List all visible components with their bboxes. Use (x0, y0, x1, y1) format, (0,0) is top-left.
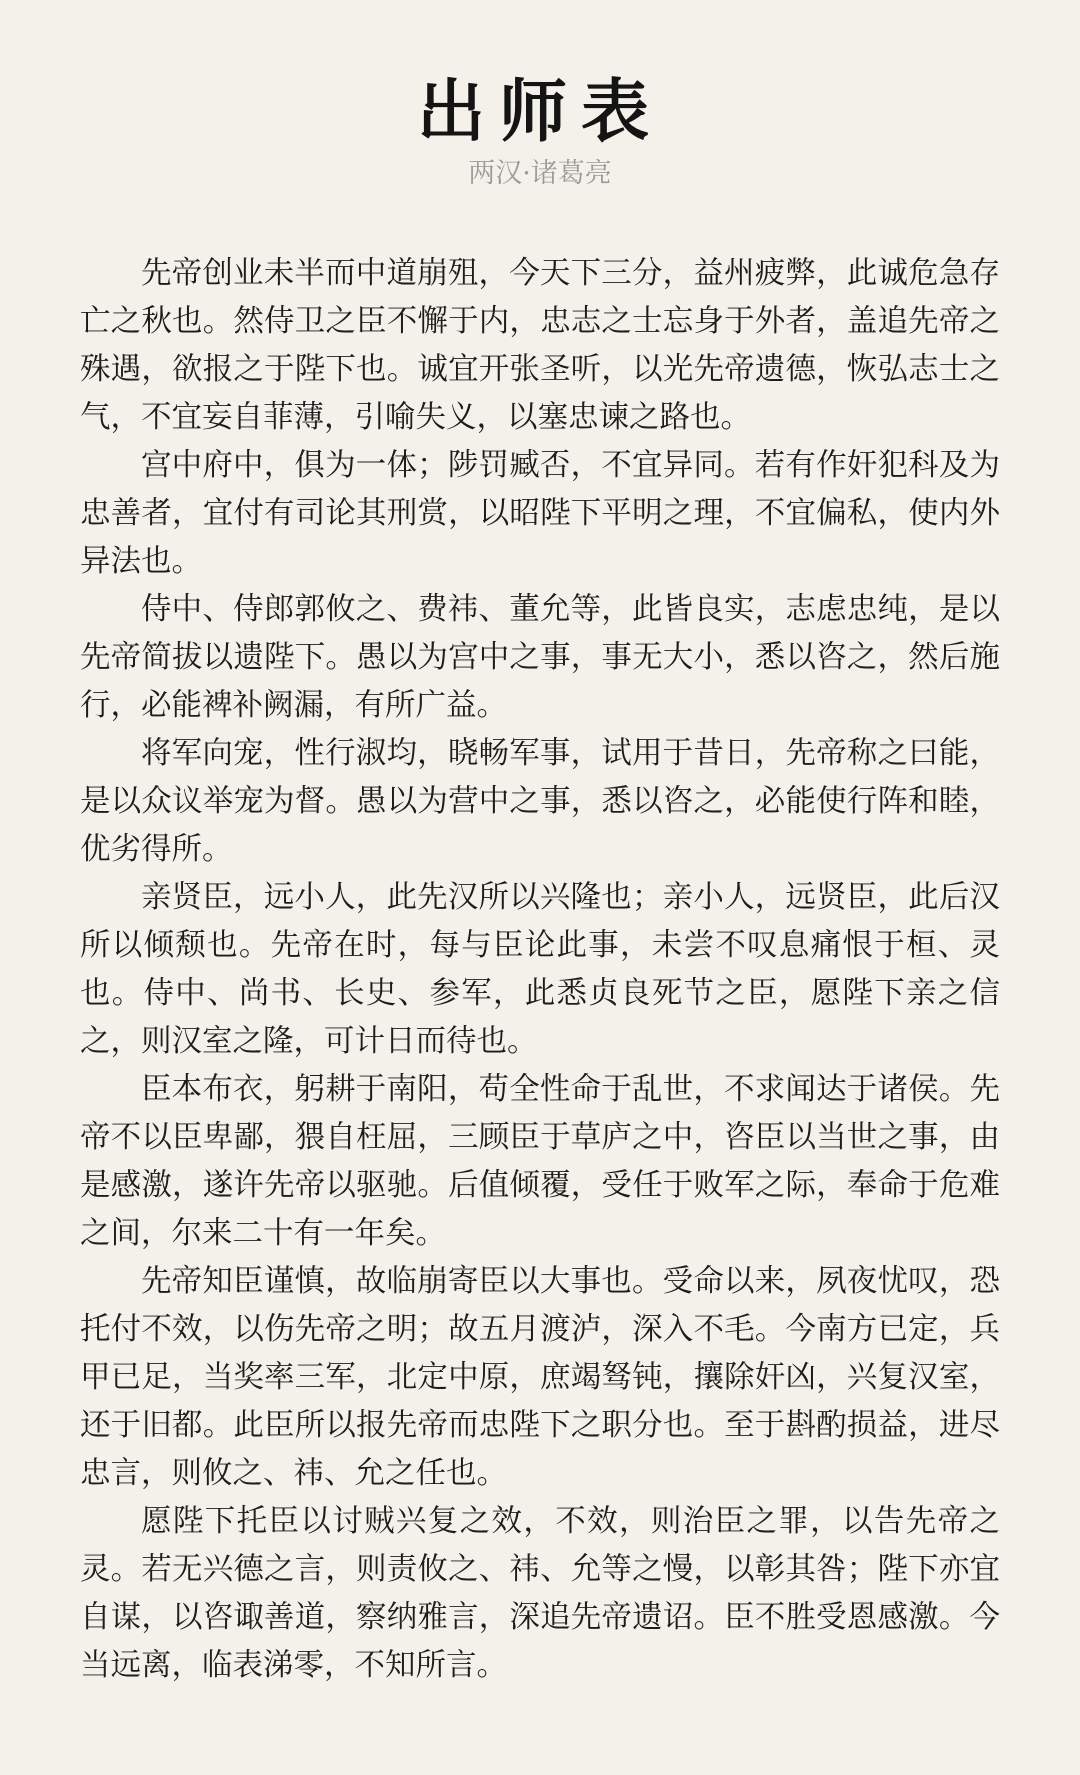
paragraph-3: 侍中、侍郎郭攸之、费祎、董允等，此皆良实，志虑忠纯，是以先帝简拔以遗陛下。愚以为宫中之事，事无大小，悉以咨之，然后施行，必能裨补阙漏，有所广益。 (80, 592, 1000, 723)
paragraph-1: 先帝创业未半而中道崩殂，今天下三分，益州疲弊，此诚危急存亡之秋也。然侍卫之臣不懈于内，忠志之士忘身于外者，盖追先帝之殊遇，欲报之于陛下也。诚宜开张圣听，以光先帝遗德，恢弘志士之气，不宜妄自菲薄，引喻失义，以塞忠谏之路也。 (80, 256, 1000, 435)
paragraph-8: 愿陛下托臣以讨贼兴复之效，不效，则治臣之罪，以告先帝之灵。若无兴德之言，则责攸之、祎、允等之慢，以彰其咎；陛下亦宜自谋，以咨诹善道，察纳雅言，深追先帝遗诏。臣不胜受恩感激。今当远离，临表涕零，不知所言。 (80, 1504, 1000, 1683)
paragraph-6: 臣本布衣，躬耕于南阳，苟全性命于乱世，不求闻达于诸侯。先帝不以臣卑鄙，猥自枉屈，三顾臣于草庐之中，咨臣以当世之事，由是感激，遂许先帝以驱驰。后值倾覆，受任于败军之际，奉命于危难之间，尔来二十有一年矣。 (80, 1072, 1000, 1251)
paragraph-5: 亲贤臣，远小人，此先汉所以兴隆也；亲小人，远贤臣，此后汉所以倾颓也。先帝在时，每与臣论此事，未尝不叹息痛恨于桓、灵也。侍中、尚书、长史、参军，此悉贞良死节之臣，愿陛下亲之信之，则汉室之隆，可计日而待也。 (80, 880, 1000, 1059)
document-author: 两汉·诸葛亮 (468, 158, 612, 189)
paragraph-7: 先帝知臣谨慎，故临崩寄臣以大事也。受命以来，夙夜忧叹，恐托付不效，以伤先帝之明；故五月渡泸，深入不毛。今南方已定，兵甲已足，当奖率三军，北定中原，庶竭驽钝，攘除奸凶，兴复汉室，还于旧都。此臣所以报先帝而忠陛下之职分也。至于斟酌损益，进尽忠言，则攸之、祎、允之任也。 (80, 1264, 1000, 1491)
document-title: 出师表 (416, 72, 663, 152)
document-body (80, 250, 1000, 1690)
paragraph-4: 将军向宠，性行淑均，晓畅军事，试用于昔日，先帝称之曰能，是以众议举宠为督。愚以为营中之事，悉以咨之，必能使行阵和睦，优劣得所。 (80, 736, 1000, 867)
paragraph-2: 宫中府中，俱为一体；陟罚臧否，不宜异同。若有作奸犯科及为忠善者，宜付有司论其刑赏，以昭陛下平明之理，不宜偏私，使内外异法也。 (80, 448, 1000, 579)
